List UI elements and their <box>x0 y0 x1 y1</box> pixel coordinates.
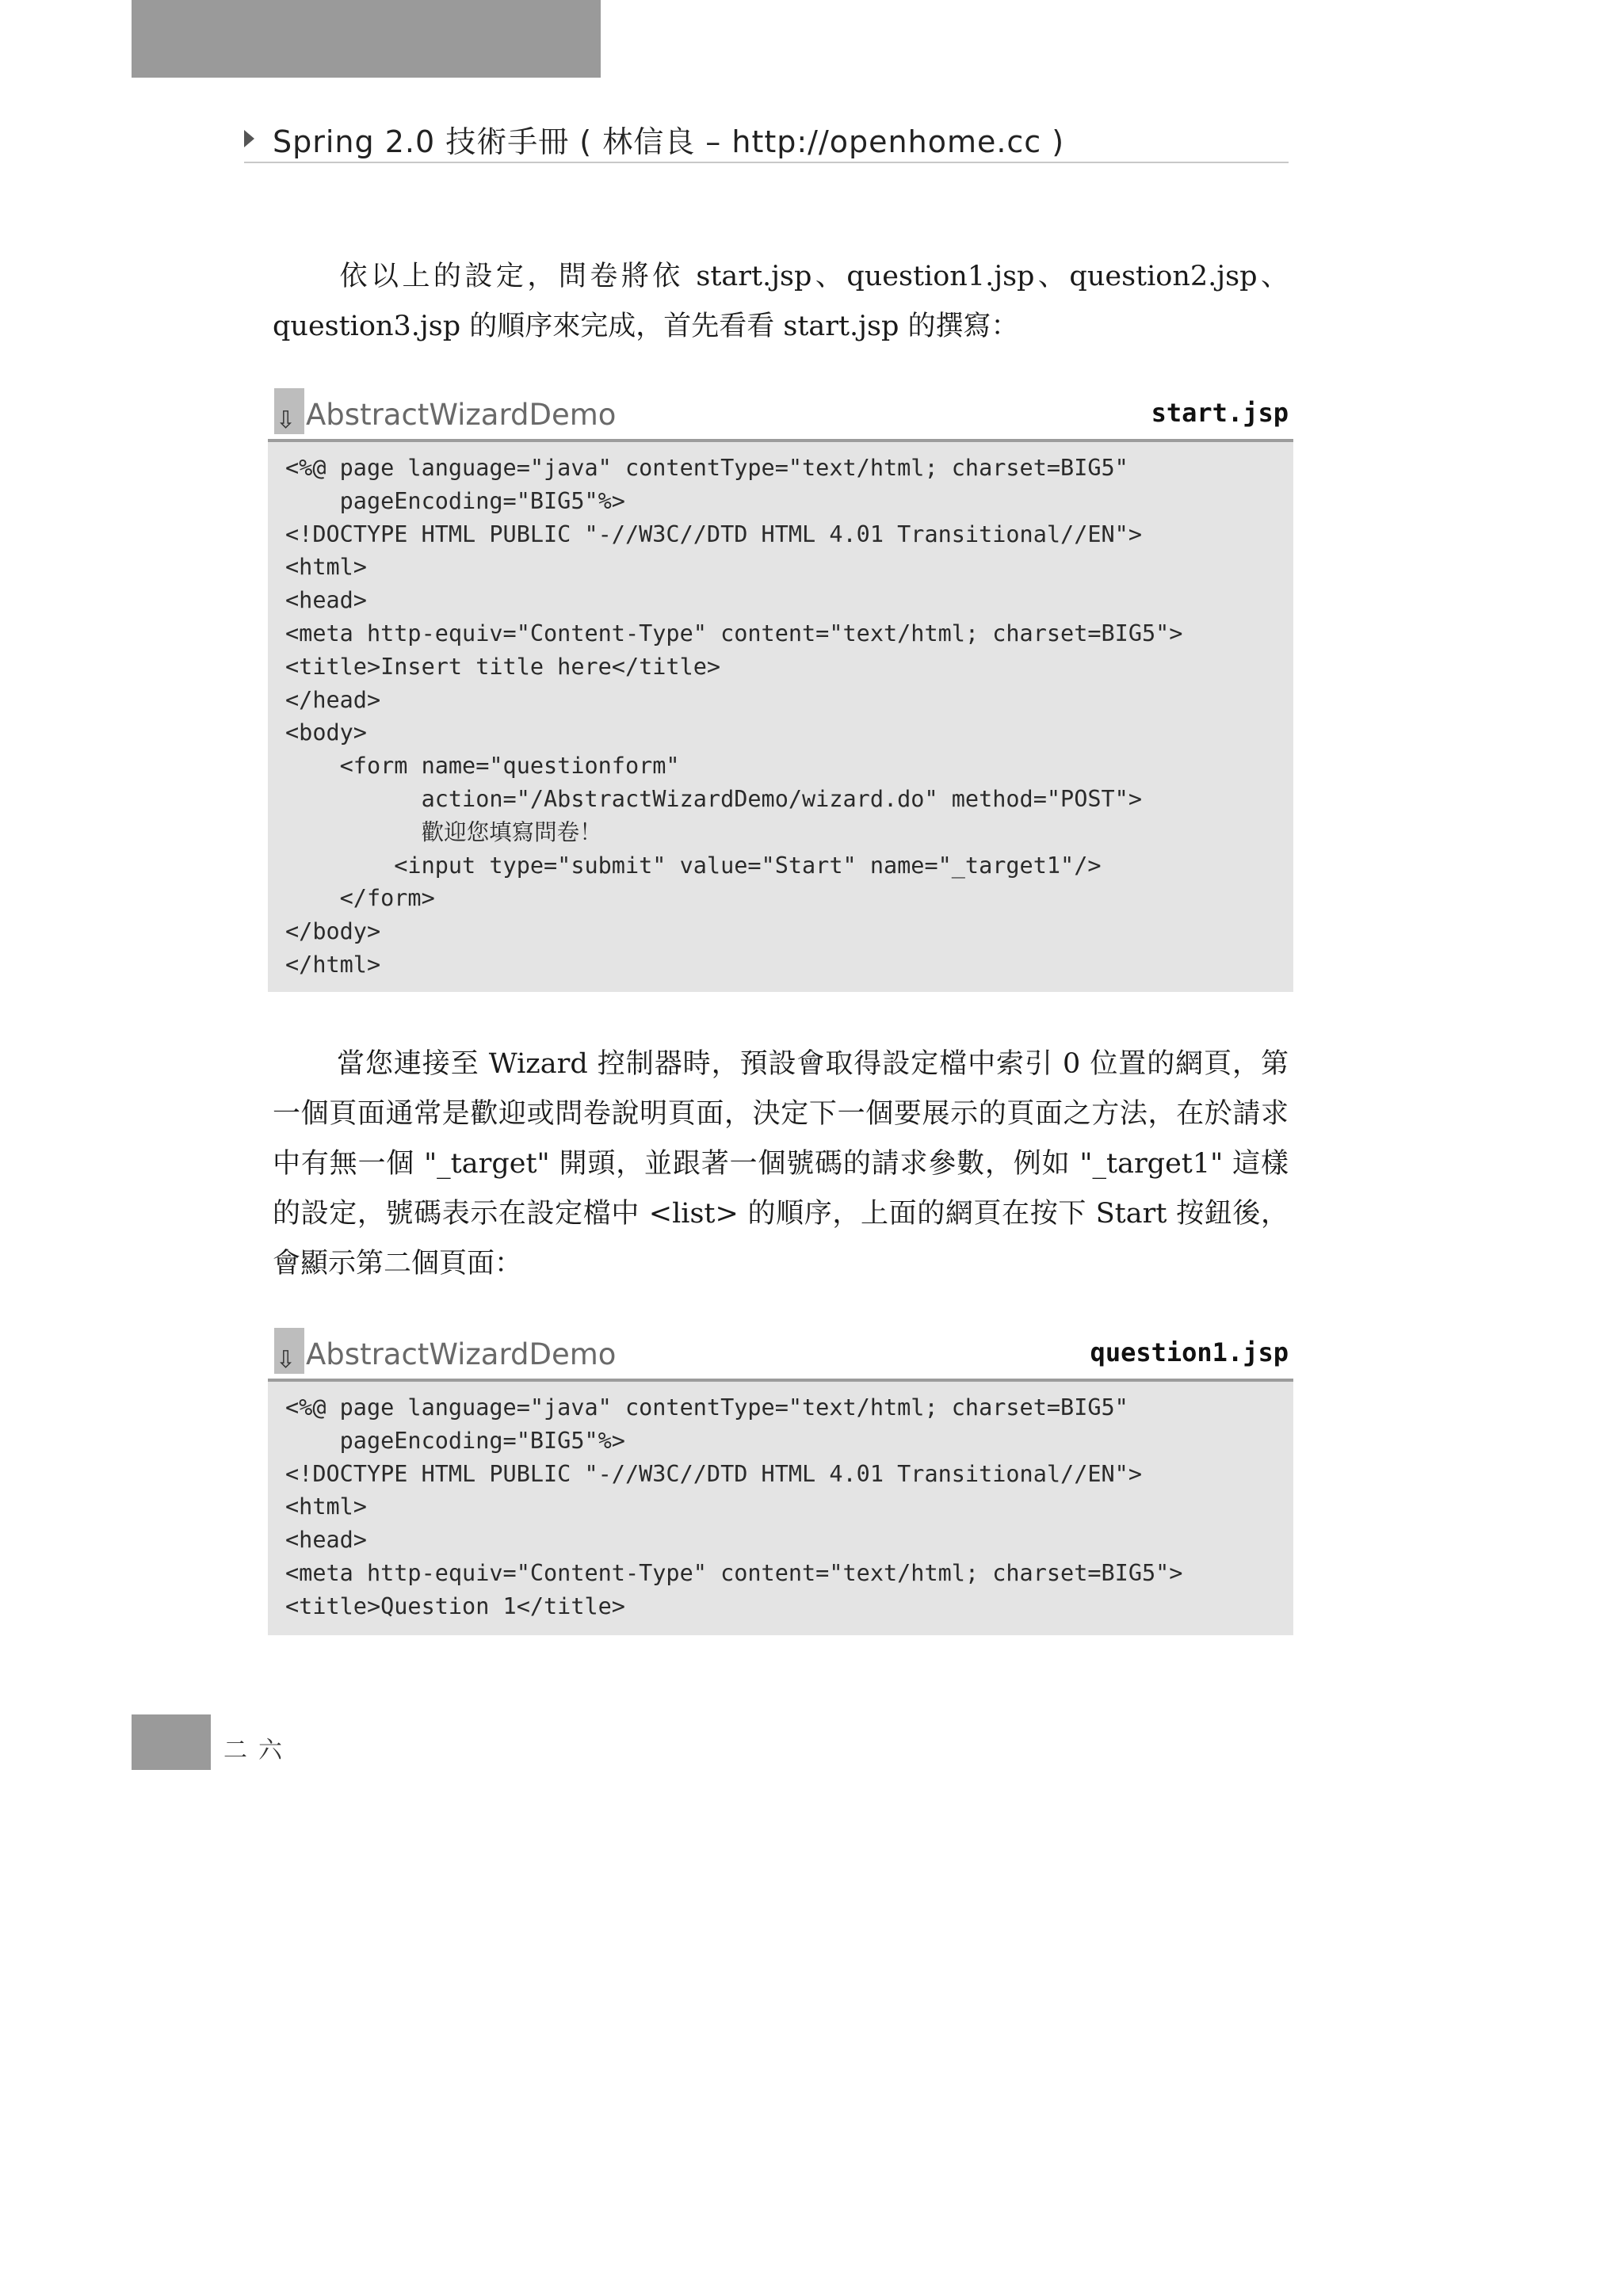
code-line: <head> <box>285 587 367 614</box>
header-title: Spring 2.0 技術手冊 ( 林信良 – http://openhome.cc ) <box>273 124 1065 159</box>
code-filename: start.jsp <box>1151 398 1289 428</box>
running-header <box>244 116 1289 163</box>
triangle-right-icon <box>244 130 254 147</box>
code-line: <title>Question 1</title> <box>285 1592 625 1619</box>
code-line: <html> <box>285 554 367 581</box>
code-line: <html> <box>285 1493 367 1520</box>
code-line: <head> <box>285 1527 367 1554</box>
code-line: <%@ page language="java" contentType="text/html; charset=BIG5" <box>285 455 1128 481</box>
code-block-question1 <box>268 1379 1293 1635</box>
top-tab-decoration <box>132 0 601 78</box>
code-line: <meta http-equiv="Content-Type" content="text/html; charset=BIG5"> <box>285 1559 1183 1586</box>
code-line: <!DOCTYPE HTML PUBLIC "-//W3C//DTD HTML 4.01 Transitional//EN"> <box>285 521 1142 547</box>
download-arrow-icon: ⇩ <box>273 388 306 434</box>
code-line: </body> <box>285 918 381 945</box>
code-block-start <box>268 439 1293 992</box>
page-tab-decoration <box>132 1714 211 1770</box>
code-line: pageEncoding="BIG5"%> <box>285 1427 625 1454</box>
code-line: <form name="questionform" <box>285 753 680 780</box>
code-line: pageEncoding="BIG5"%> <box>285 487 625 514</box>
code-line: </head> <box>285 686 381 713</box>
code-project-name: AbstractWizardDemo <box>306 398 617 432</box>
code-line: <!DOCTYPE HTML PUBLIC "-//W3C//DTD HTML 4.01 Transitional//EN"> <box>285 1460 1142 1487</box>
middle-paragraph-text: 當您連接至 Wizard 控制器時，預設會取得設定檔中索引 0 位置的網頁，第一個頁面通常是歡迎或問卷說明頁面，決定下一個要展示的頁面之方法，在於請求中有無一個 "_target" 開頭，並跟著一個號碼的請求參數，例如 "_target1" 這樣的設定，號碼表示在設定檔中 <list> 的順序，上面的網頁在按下 Start 按鈕後，會顯示第二個頁面： <box>273 1048 1289 1280</box>
code-line: <%@ page language="java" contentType="text/html; charset=BIG5" <box>285 1394 1128 1421</box>
code-line: action="/AbstractWizardDemo/wizard.do" method="POST"> <box>285 785 1142 812</box>
code-line: <body> <box>285 719 367 746</box>
intro-paragraph-text: 依以上的設定，問卷將依 start.jsp、question1.jsp、question2.jsp、question3.jsp 的順序來完成，首先看看 start.jsp 的撰寫： <box>273 261 1289 342</box>
code-line: 歡迎您填寫問卷！ <box>285 818 602 845</box>
code-line: <title>Insert title here</title> <box>285 653 721 680</box>
middle-paragraph <box>273 1039 1289 1289</box>
code-line: <meta http-equiv="Content-Type" content="text/html; charset=BIG5"> <box>285 620 1183 646</box>
code-filename: question1.jsp <box>1090 1337 1289 1367</box>
page-number: 二六 <box>223 1737 293 1764</box>
code-project-name: AbstractWizardDemo <box>306 1337 617 1371</box>
code-line: </form> <box>285 885 435 912</box>
download-arrow-icon: ⇩ <box>273 1328 306 1374</box>
code-line: </html> <box>285 951 381 978</box>
code-line: <input type="submit" value="Start" name="_target1"/> <box>285 852 1102 879</box>
intro-paragraph <box>273 252 1289 352</box>
